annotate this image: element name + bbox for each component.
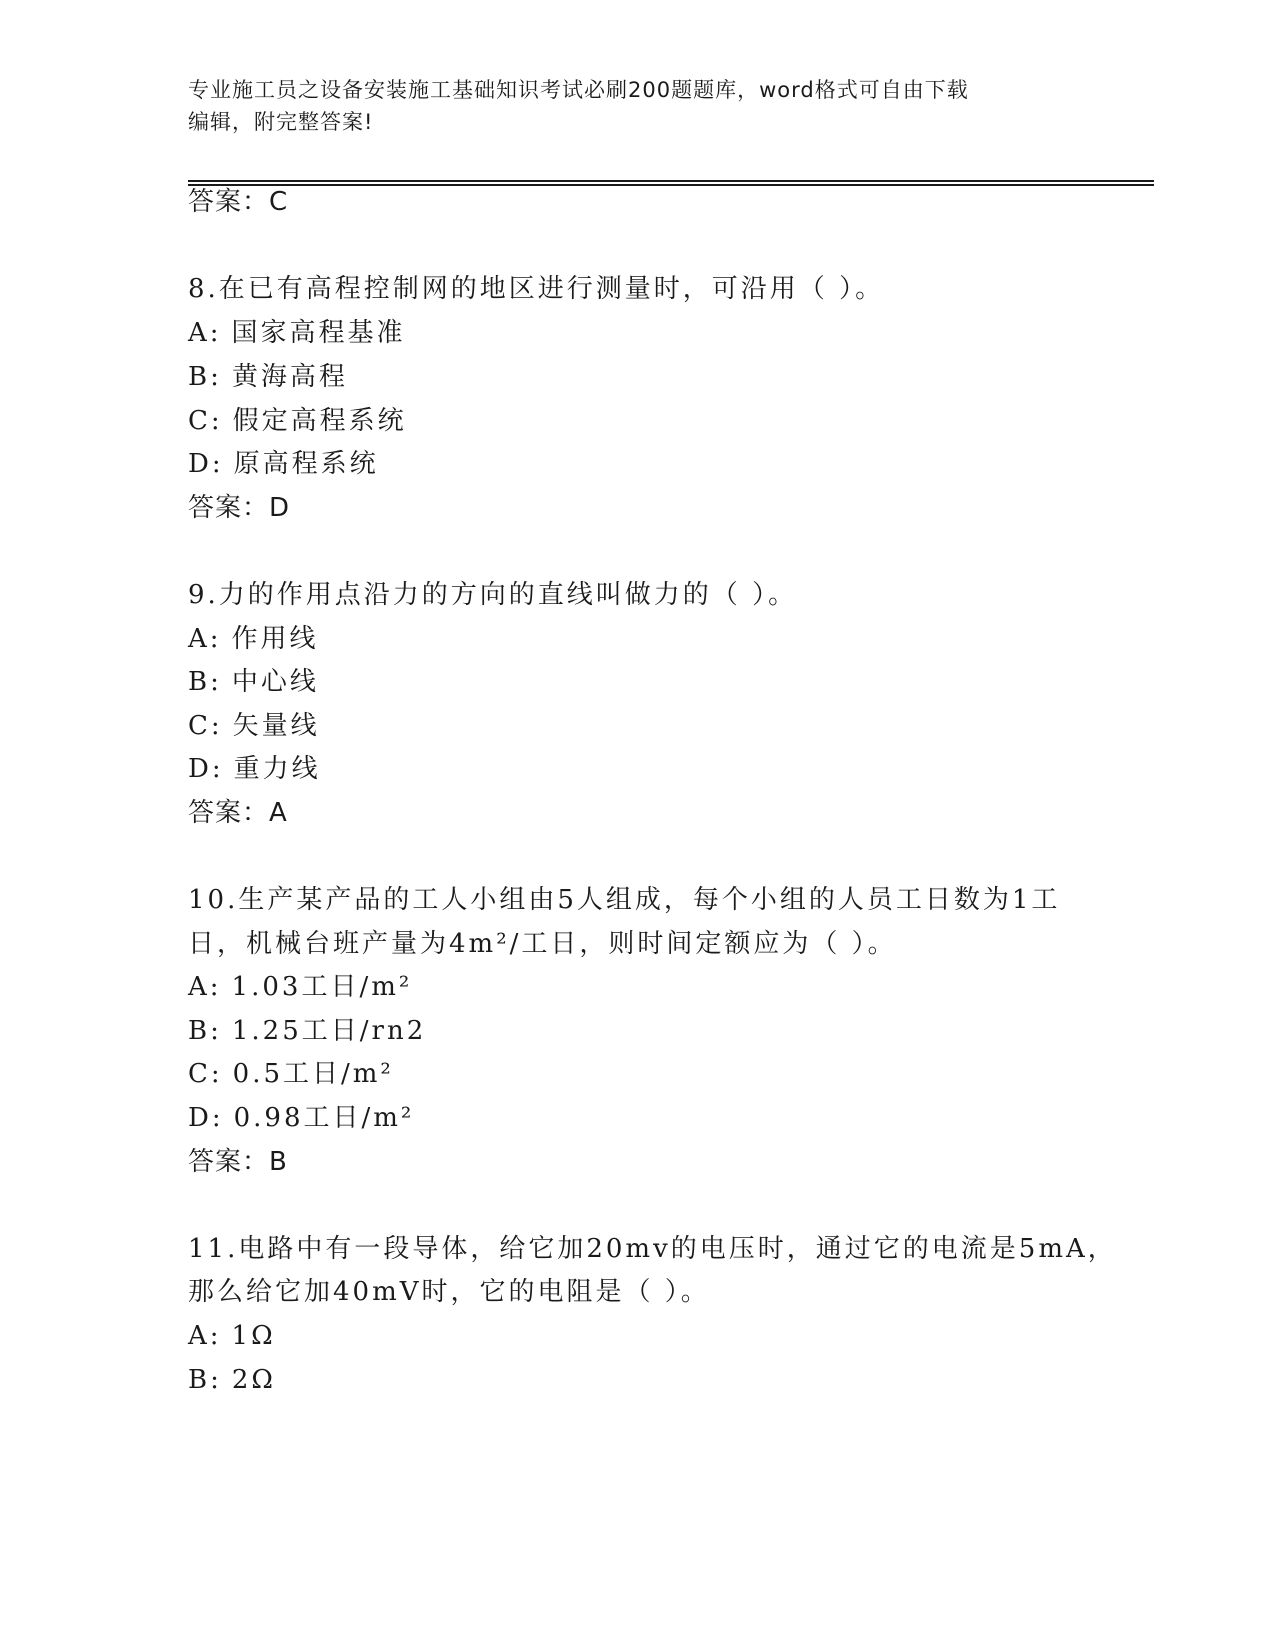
question-11-stem-line-2: 那么给它加40mV时，它的电阻是（ ）。 [188,1277,710,1307]
question-11-option-b [188,1363,276,1397]
question-9-option-c [188,709,320,743]
option-letter: A: [188,1321,222,1351]
question-9-stem: 9.力的作用点沿力的方向的直线叫做力的（ ）。 [188,580,798,610]
option-letter: B: [188,667,222,697]
option-text: 0.5工日/m² [232,1059,394,1089]
option-letter: C: [188,406,223,436]
question-10-option-c [188,1057,394,1091]
option-text: 作用线 [231,624,319,654]
option-letter: C: [188,711,223,741]
option-letter: A: [188,318,222,348]
option-text: 黄海高程 [231,362,348,392]
header-rule-bottom [188,184,1154,186]
question-9-option-d [188,752,321,786]
question-10-option-a [188,970,412,1004]
option-letter: D: [188,754,224,784]
question-9-answer: 答案：A [188,798,288,828]
option-letter: D: [188,1103,224,1133]
option-text: 1.25工日/rn2 [231,1016,427,1046]
previous-answer: 答案：C [188,187,289,217]
option-text: 假定高程系统 [232,406,407,436]
option-letter: B: [188,1365,222,1395]
question-10-option-b [188,1014,426,1048]
option-text: 1Ω [231,1321,276,1351]
question-10-option-d [188,1101,414,1135]
question-8-option-b [188,360,348,394]
document-header [188,74,1088,138]
question-8-option-c [188,404,407,438]
header-line-1: 专业施工员之设备安装施工基础知识考试必刷200题题库，word格式可自由下载 [188,78,969,102]
option-text: 中心线 [231,667,319,697]
option-text: 0.98工日/m² [233,1103,415,1133]
question-9-option-a [188,622,319,656]
question-10-stem-line-1: 10.生产某产品的工人小组由5人组成，每个小组的人员工日数为1工 [188,885,1061,915]
option-letter: A: [188,624,222,654]
option-text: 2Ω [231,1365,276,1395]
option-text: 重力线 [233,754,321,784]
header-rule-top [188,180,1154,182]
question-8-stem: 8.在已有高程控制网的地区进行测量时，可沿用（ ）。 [188,274,885,304]
question-11-option-a [188,1319,276,1353]
option-letter: B: [188,362,222,392]
question-11-stem-line-1: 11.电路中有一段导体，给它加20mv的电压时，通过它的电流是5mA， [188,1234,1117,1264]
question-9-option-b [188,665,319,699]
question-8-option-a [188,316,406,350]
question-10-answer: 答案：B [188,1147,288,1177]
option-letter: C: [188,1059,223,1089]
option-letter: A: [188,972,222,1002]
option-letter: B: [188,1016,222,1046]
header-line-2: 编辑，附完整答案! [188,110,374,134]
question-8-answer: 答案：D [188,493,291,523]
option-text: 矢量线 [232,711,320,741]
option-text: 1.03工日/m² [231,972,413,1002]
option-letter: D: [188,449,224,479]
question-10-stem-line-2: 日，机械台班产量为4m²/工日，则时间定额应为（ ）。 [188,929,897,959]
option-text: 原高程系统 [233,449,379,479]
option-text: 国家高程基准 [231,318,406,348]
question-8-option-d [188,447,379,481]
